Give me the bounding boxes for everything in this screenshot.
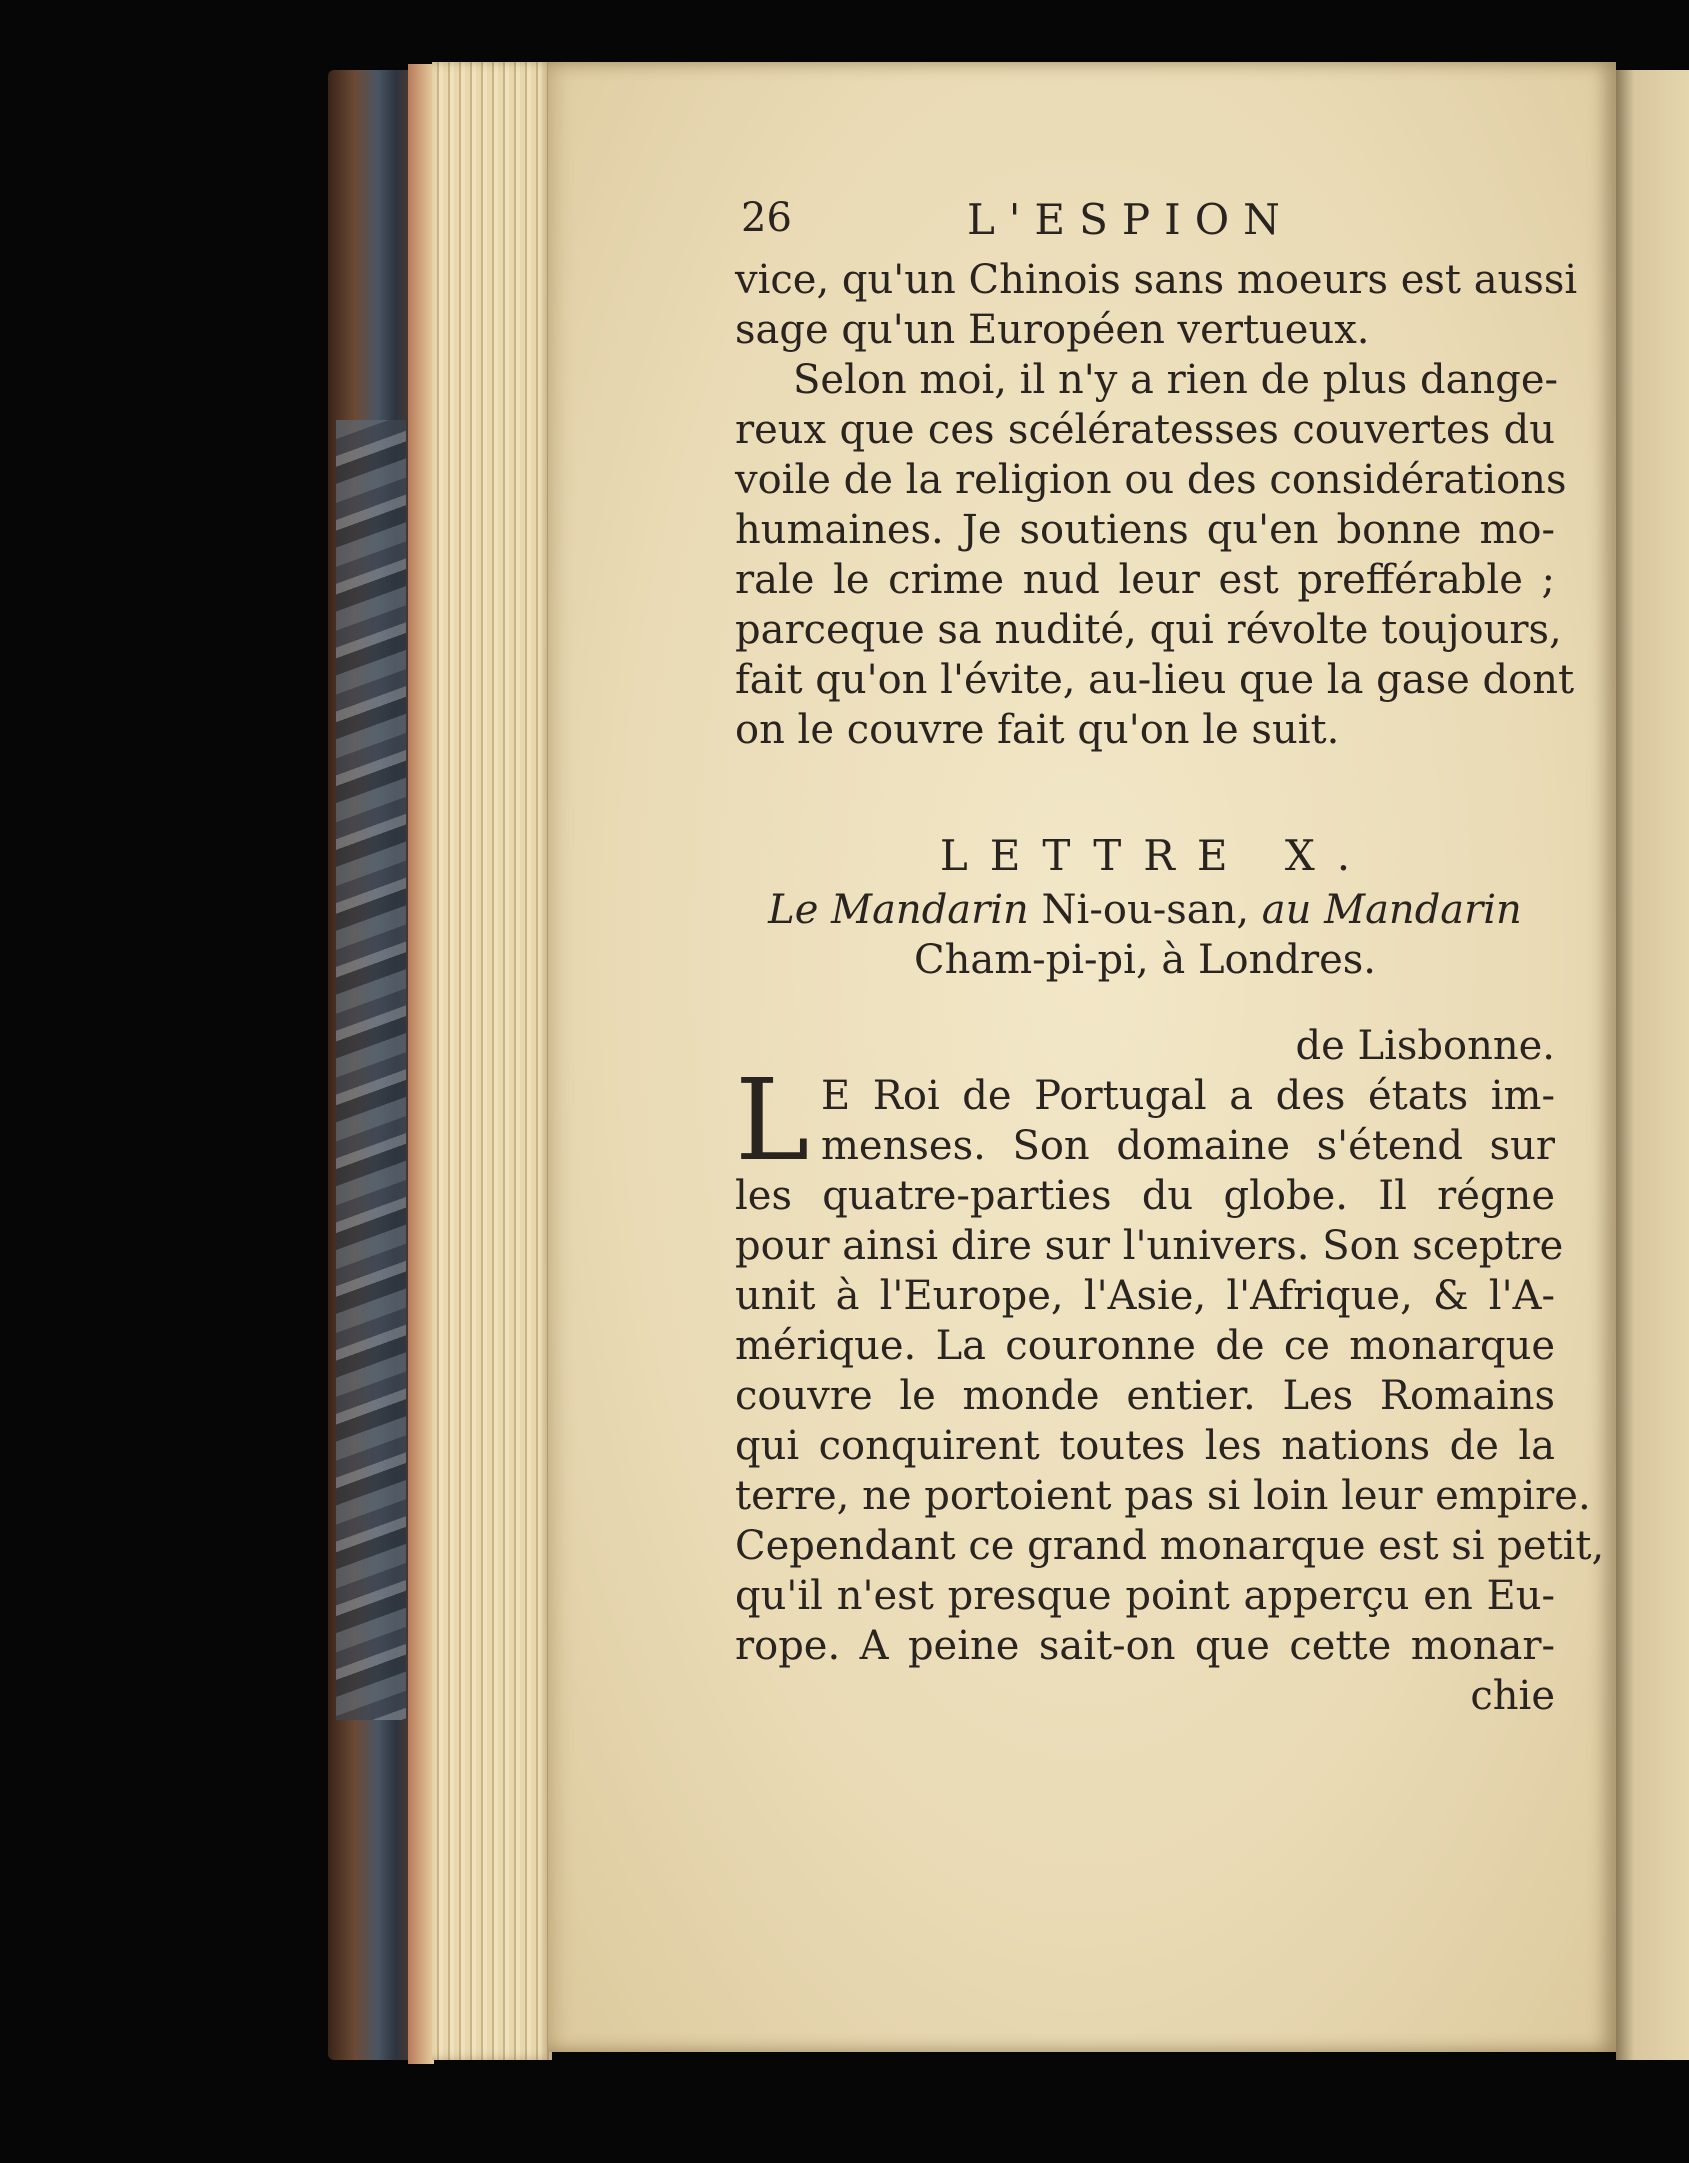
text-line: sage qu'un Européen vertueux. bbox=[735, 307, 1370, 353]
text-line: parceque sa nudité, qui révolte toujours, bbox=[735, 607, 1562, 653]
running-title: L'ESPION bbox=[967, 195, 1294, 244]
text-line: mérique. La couronne de ce monarque bbox=[735, 1323, 1555, 1369]
letter-place: de Lisbonne. bbox=[1295, 1023, 1555, 1069]
text-line: qui conquirent toutes les nations de la bbox=[735, 1423, 1555, 1469]
text-line: fait qu'on l'évite, au-lieu que la gase dont bbox=[735, 657, 1575, 703]
text-line: menses. Son domaine s'étend sur bbox=[821, 1123, 1555, 1169]
page-block-edges bbox=[432, 62, 552, 2060]
facing-page-edge bbox=[1616, 70, 1689, 2060]
text-line: Selon moi, il n'y a rien de plus dange- bbox=[793, 357, 1559, 403]
letter-address bbox=[735, 885, 1555, 935]
paragraph bbox=[735, 355, 1575, 755]
paragraph-continued bbox=[735, 255, 1578, 355]
text-line: vice, qu'un Chinois sans moeurs est aussi bbox=[735, 257, 1578, 303]
text-line: couvre le monde entier. Les Romains bbox=[735, 1373, 1555, 1419]
text-line: pour ainsi dire sur l'univers. Son sceptre bbox=[735, 1223, 1564, 1269]
sender-name: Ni-ou-san, bbox=[1041, 887, 1250, 933]
address-italic: Le Mandarin bbox=[768, 887, 1029, 933]
text-line: voile de la religion ou des considérations bbox=[735, 457, 1567, 503]
page-number: 26 bbox=[741, 195, 792, 241]
recipient-line: Cham-pi-pi, à Londres. bbox=[913, 937, 1376, 983]
text-line: rope. A peine sait-on que cette monar- bbox=[735, 1623, 1555, 1669]
text-line: rale le crime nud leur est prefférable ; bbox=[735, 557, 1555, 603]
text-line: qu'il n'est presque point apperçu en Eu- bbox=[735, 1573, 1555, 1619]
letter-body bbox=[735, 1056, 1605, 1721]
text-line: unit à l'Europe, l'Asie, l'Afrique, & l'A- bbox=[735, 1273, 1555, 1319]
drop-capital: L bbox=[735, 1056, 810, 1186]
text-line: reux que ces scélératesses couvertes du bbox=[735, 407, 1555, 453]
page-text bbox=[735, 195, 1605, 1721]
catchword: chie bbox=[1470, 1673, 1555, 1719]
running-head bbox=[735, 195, 1555, 255]
cover-edge bbox=[408, 64, 434, 2064]
marbled-binding bbox=[336, 420, 406, 1720]
text-line: humaines. Je soutiens qu'en bonne mo- bbox=[735, 507, 1555, 553]
text-line: Cependant ce grand monarque est si petit, bbox=[735, 1523, 1605, 1569]
text-line: terre, ne portoient pas si loin leur empire. bbox=[735, 1473, 1591, 1519]
text-line: E Roi de Portugal a des états im- bbox=[821, 1073, 1555, 1119]
address-italic: au Mandarin bbox=[1261, 887, 1522, 933]
letter-heading: LETTRE X. bbox=[939, 831, 1373, 880]
text-line: on le couvre fait qu'on le suit. bbox=[735, 707, 1340, 753]
text-line: les quatre-parties du globe. Il régne bbox=[735, 1173, 1555, 1219]
